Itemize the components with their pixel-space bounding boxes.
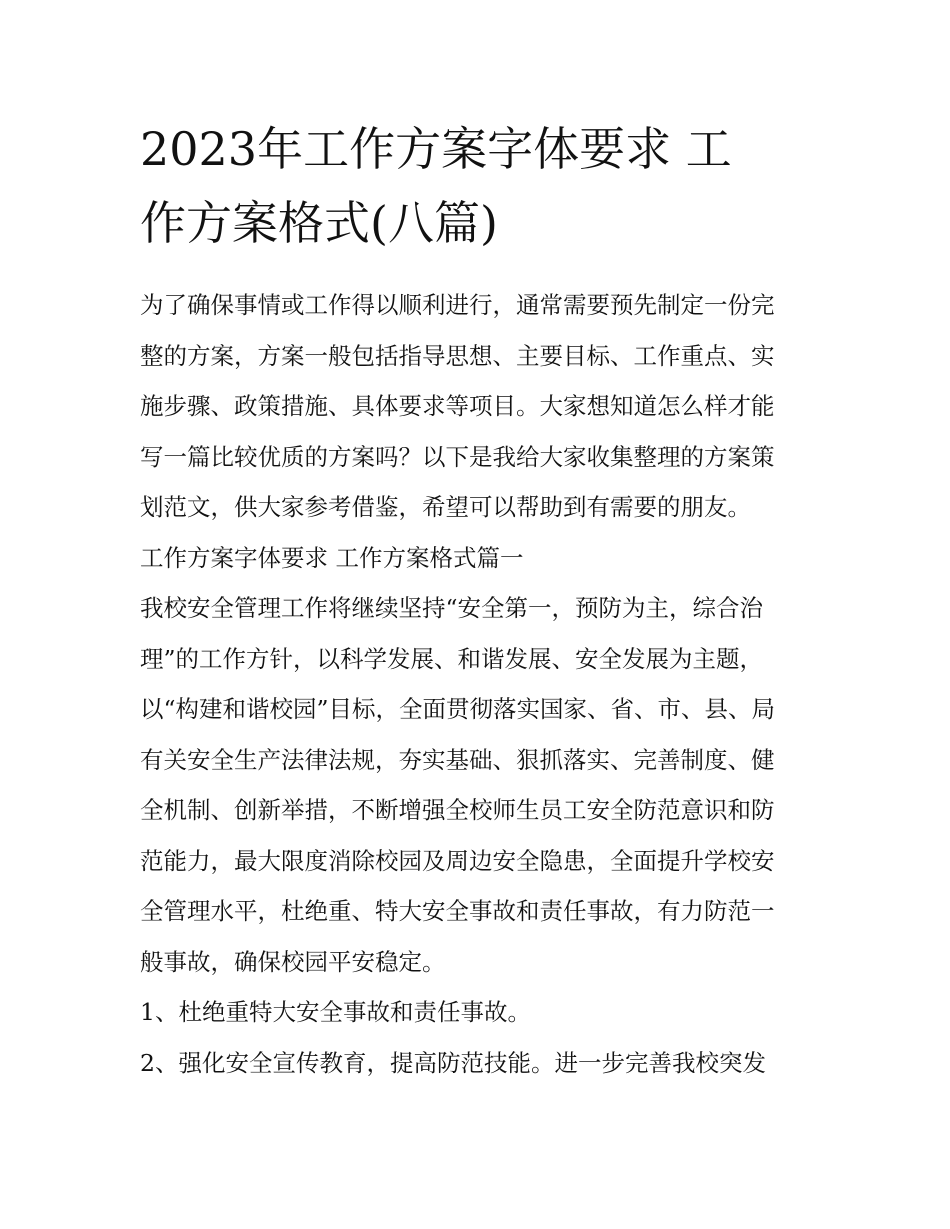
section-line: 全管理水平，杜绝重、特大安全事故和责任事故，有力防范一 (140, 897, 775, 925)
list-item: 1、杜绝重特大安全事故和责任事故。 (140, 998, 531, 1026)
section-line: 有关安全生产法律法规，夯实基础、狠抓落实、完善制度、健 (140, 745, 775, 774)
section-line: 般事故，确保校园平安稳定。 (140, 947, 446, 976)
section-heading: 工作方案字体要求 工作方案格式篇一 (140, 543, 524, 572)
section-line: 我校安全管理工作将继续坚持“安全第一，预防为主，综合治 (140, 594, 764, 622)
intro-line: 写一篇比较优质的方案吗？以下是我给大家收集整理的方案策 (140, 442, 775, 471)
section-line: 全机制、创新举措，不断增强全校师生员工安全防范意识和防 (140, 796, 775, 824)
section-line: 以“构建和谐校园”目标，全面贯彻落实国家、省、市、县、局 (140, 695, 776, 723)
title-line: 作方案格式(八篇) (140, 196, 498, 250)
intro-line: 为了确保事情或工作得以顺利进行，通常需要预先制定一份完 (140, 291, 775, 319)
intro-line: 施步骤、政策措施、具体要求等项目。大家想知道怎么样才能 (140, 392, 775, 420)
document-body (140, 280, 820, 1088)
section-line: 理”的工作方针，以科学发展、和谐发展、安全发展为主题， (140, 644, 764, 673)
document-title (140, 112, 810, 260)
intro-line: 划范文，供大家参考借鉴，希望可以帮助到有需要的朋友。 (140, 493, 751, 521)
list-item: 2、强化安全宣传教育，提高防范技能。进一步完善我校突发 (140, 1048, 766, 1077)
section-line: 范能力，最大限度消除校园及周边安全隐患，全面提升学校安 (140, 846, 775, 875)
title-line: 2023年工作方案字体要求 工 (140, 122, 732, 176)
intro-line: 整的方案，方案一般包括指导思想、主要目标、工作重点、实 (140, 341, 775, 370)
